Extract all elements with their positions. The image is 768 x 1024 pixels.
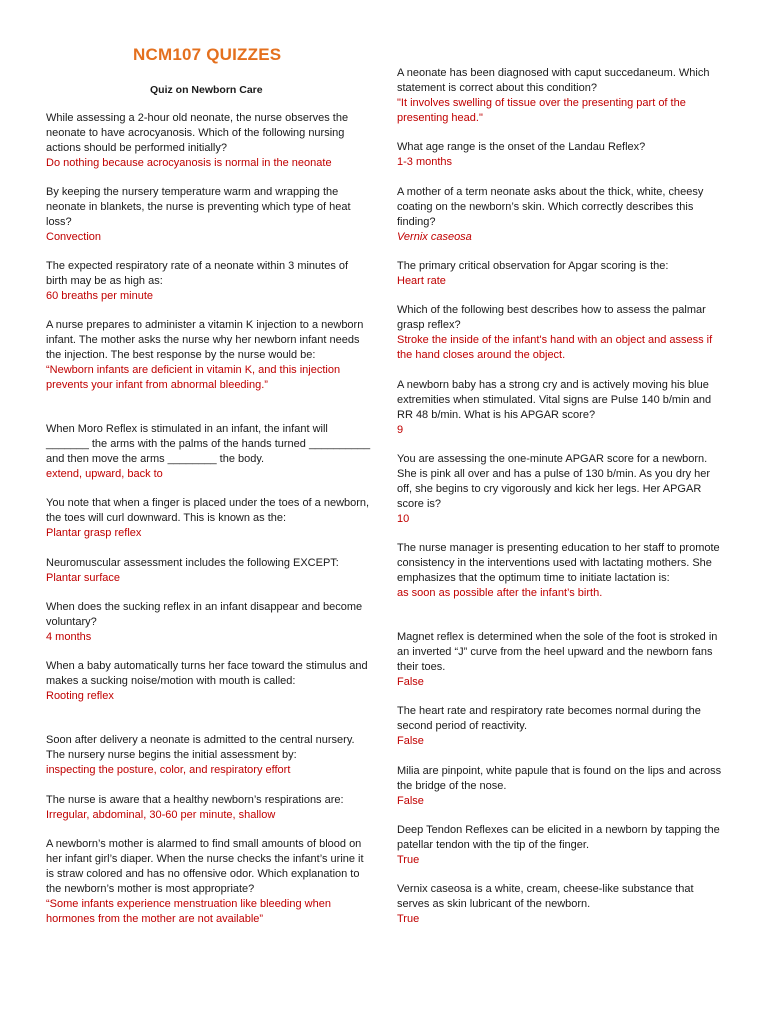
answer-text: Irregular, abdominal, 30-60 per minute, shallow xyxy=(46,809,276,821)
question-text: When does the sucking reflex in an infant disappear and become voluntary? xyxy=(46,601,363,628)
question-block xyxy=(46,556,372,586)
question-block xyxy=(46,659,372,704)
answer-text: inspecting the posture, color, and respiratory effort xyxy=(46,764,291,776)
question-text: The heart rate and respiratory rate becomes normal during the second period of reactivity. xyxy=(397,705,701,732)
question-text: While assessing a 2-hour old neonate, the nurse observes the neonate to have acrocyanosis. Which of the following nursing actions should be performed initially? xyxy=(46,112,349,154)
question-text: The primary critical observation for Apgar scoring is the: xyxy=(397,260,669,272)
answer-text: True xyxy=(397,913,420,925)
answer-text: 4 months xyxy=(46,631,92,643)
page-title: NCM107 QUIZZES xyxy=(133,45,282,64)
question-block xyxy=(397,185,727,245)
question-block xyxy=(46,837,372,927)
answer-text: Plantar grasp reflex xyxy=(46,527,142,539)
answer-text: 60 breaths per minute xyxy=(46,290,154,302)
question-block xyxy=(46,259,372,304)
page-subtitle: Quiz on Newborn Care xyxy=(150,84,263,96)
question-block xyxy=(397,140,727,170)
question-block xyxy=(397,704,727,749)
question-text: When Moro Reflex is stimulated in an infant, the infant will _______ the arms with the palms of the hands turned __________ and then move the arms ________ the body. xyxy=(46,423,371,465)
question-text: By keeping the nursery temperature warm and wrapping the neonate in blankets, the nurse is preventing which type of heat loss? xyxy=(46,186,351,228)
answer-text: 1-3 months xyxy=(397,156,453,168)
question-text: You are assessing the one-minute APGAR score for a newborn. She is pink all over and has a pulse of 130 b/min. As you dry her off, she begins to cry vigorously and kick her legs. Her APGAR score is? xyxy=(397,453,711,510)
question-block xyxy=(46,422,372,482)
question-text: Which of the following best describes how to assess the palmar grasp reflex? xyxy=(397,304,706,331)
answer-text: 10 xyxy=(397,513,410,525)
question-block xyxy=(46,318,372,393)
question-text: A newborn’s mother is alarmed to find small amounts of blood on her infant girl’s diaper. When the nurse checks the infant’s urine it is straw colored and has no offensive odor. Which explanation to the newborn’s mother is most appropriate? xyxy=(46,838,364,895)
question-text: What age range is the onset of the Landau Reflex? xyxy=(397,141,646,153)
question-text: A nurse prepares to administer a vitamin K injection to a newborn infant. The mother asks the nurse why her newborn infant needs the injection. The best response by the nurse would be: xyxy=(46,319,364,361)
answer-text: “Newborn infants are deficient in vitamin K, and this injection prevents your infant from abnormal bleeding.” xyxy=(46,364,341,391)
question-block xyxy=(46,600,372,645)
question-text: Neuromuscular assessment includes the following EXCEPT: xyxy=(46,557,339,569)
question-block xyxy=(397,452,727,527)
question-block xyxy=(397,823,727,868)
question-text: Magnet reflex is determined when the sole of the foot is stroked in an inverted “J” curve from the heel upward and the newborn fans their toes. xyxy=(397,631,718,673)
question-text: Vernix caseosa is a white, cream, cheese-like substance that serves as skin lubricant of the newborn. xyxy=(397,883,694,910)
question-block xyxy=(397,764,727,809)
question-text: You note that when a finger is placed under the toes of a newborn, the toes will curl downward. This is known as the: xyxy=(46,497,370,524)
answer-text: “Some infants experience menstruation like bleeding when hormones from the mother are not available” xyxy=(46,898,331,925)
answer-text: extend, upward, back to xyxy=(46,468,163,480)
question-block xyxy=(46,111,372,171)
answer-text: "It involves swelling of tissue over the presenting part of the presenting head." xyxy=(397,97,686,124)
question-block xyxy=(397,303,727,363)
answer-text: Plantar surface xyxy=(46,572,120,584)
question-block xyxy=(397,541,727,601)
answer-text: 9 xyxy=(397,424,404,436)
question-text: The nurse is aware that a healthy newborn’s respirations are: xyxy=(46,794,344,806)
answer-text: True xyxy=(397,854,420,866)
question-block xyxy=(397,630,727,690)
question-text: The expected respiratory rate of a neonate within 3 minutes of birth may be as high as: xyxy=(46,260,349,287)
question-text: Milia are pinpoint, white papule that is found on the lips and across the bridge of the nose. xyxy=(397,765,722,792)
question-text: The nurse manager is presenting education to her staff to promote consistency in the interventions used with lactating mothers. She emphasizes that the optimum time to initiate lactation is: xyxy=(397,542,720,584)
question-block xyxy=(46,733,372,778)
question-text: A mother of a term neonate asks about the thick, white, cheesy coating on the newborn’s skin. Which correctly describes this finding? xyxy=(397,186,704,228)
answer-text: False xyxy=(397,795,424,807)
question-block xyxy=(397,378,727,438)
answer-text: as soon as possible after the infant’s birth. xyxy=(397,587,603,599)
question-text: A newborn baby has a strong cry and is actively moving his blue extremities when stimulated. Vital signs are Pulse 140 b/min and RR 48 b/min. What is his APGAR score? xyxy=(397,379,712,421)
answer-text: False xyxy=(397,735,424,747)
question-block xyxy=(397,259,727,289)
answer-text: Rooting reflex xyxy=(46,690,114,702)
answer-text: Vernix caseosa xyxy=(397,231,472,243)
question-block xyxy=(46,185,372,245)
answer-text: Stroke the inside of the infant's hand with an object and assess if the hand closes around the object. xyxy=(397,334,713,361)
answer-text: False xyxy=(397,676,424,688)
question-text: Deep Tendon Reflexes can be elicited in a newborn by tapping the patellar tendon with the tip of the finger. xyxy=(397,824,720,851)
question-text: A neonate has been diagnosed with caput succedaneum. Which statement is correct about this condition? xyxy=(397,67,710,94)
question-block xyxy=(397,882,727,927)
question-text: When a baby automatically turns her face toward the stimulus and makes a sucking noise/motion with mouth is called: xyxy=(46,660,368,687)
question-block xyxy=(46,496,372,541)
answer-text: Heart rate xyxy=(397,275,446,287)
question-block xyxy=(46,793,372,823)
answer-text: Convection xyxy=(46,231,102,243)
answer-text: Do nothing because acrocyanosis is normal in the neonate xyxy=(46,157,332,169)
question-block xyxy=(397,66,727,126)
question-text: Soon after delivery a neonate is admitted to the central nursery. The nursery nurse begins the initial assessment by: xyxy=(46,734,355,761)
